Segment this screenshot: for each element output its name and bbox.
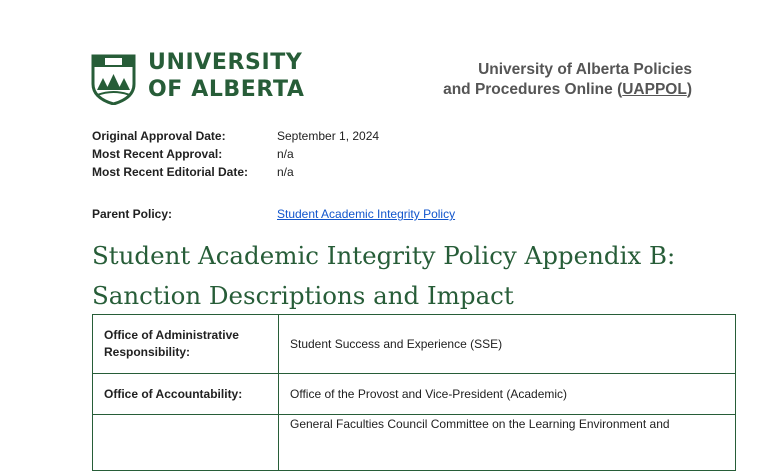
table-row-label xyxy=(93,415,279,471)
recent-approval-label: Most Recent Approval: xyxy=(92,147,223,161)
table-row-label: Office of Administrative Responsibility: xyxy=(93,315,279,374)
responsibility-table xyxy=(92,314,736,471)
logo-wordmark-line1: UNIVERSITY xyxy=(148,50,303,75)
page-title-line2: Sanction Descriptions and Impact xyxy=(92,281,514,310)
table-row-label: Office of Accountability: xyxy=(93,374,279,415)
page-title-line1: Student Academic Integrity Policy Appendix B: xyxy=(92,241,676,270)
parent-policy-link[interactable]: Student Academic Integrity Policy xyxy=(277,207,456,221)
table-row xyxy=(93,315,736,374)
uappol-line1: University of Alberta Policies xyxy=(478,61,692,78)
university-logo xyxy=(91,50,305,106)
parent-policy-label: Parent Policy: xyxy=(92,207,173,221)
table-row xyxy=(93,415,736,471)
recent-editorial-label: Most Recent Editorial Date: xyxy=(92,165,249,179)
logo-wordmark-line2: OF ALBERTA xyxy=(148,77,305,102)
uappol-line2 xyxy=(443,80,692,100)
table-row xyxy=(93,374,736,415)
recent-approval-value: n/a xyxy=(277,147,294,161)
original-approval-label: Original Approval Date: xyxy=(92,129,226,143)
uappol-heading xyxy=(443,60,692,100)
table-row-value: General Faculties Council Committee on the Learning Environment and xyxy=(279,415,736,471)
crest-icon xyxy=(91,50,136,105)
table-row-value: Student Success and Experience (SSE) xyxy=(279,315,736,374)
uappol-line2-prefix: and Procedures Online ( xyxy=(443,81,623,98)
page-title xyxy=(92,236,732,316)
original-approval-value: September 1, 2024 xyxy=(277,129,380,143)
table-row-value: Office of the Provost and Vice-President (Academic) xyxy=(279,374,736,415)
uappol-link[interactable]: UAPPOL xyxy=(622,81,687,98)
recent-editorial-value: n/a xyxy=(277,165,294,179)
uappol-line2-suffix: ) xyxy=(686,81,692,98)
